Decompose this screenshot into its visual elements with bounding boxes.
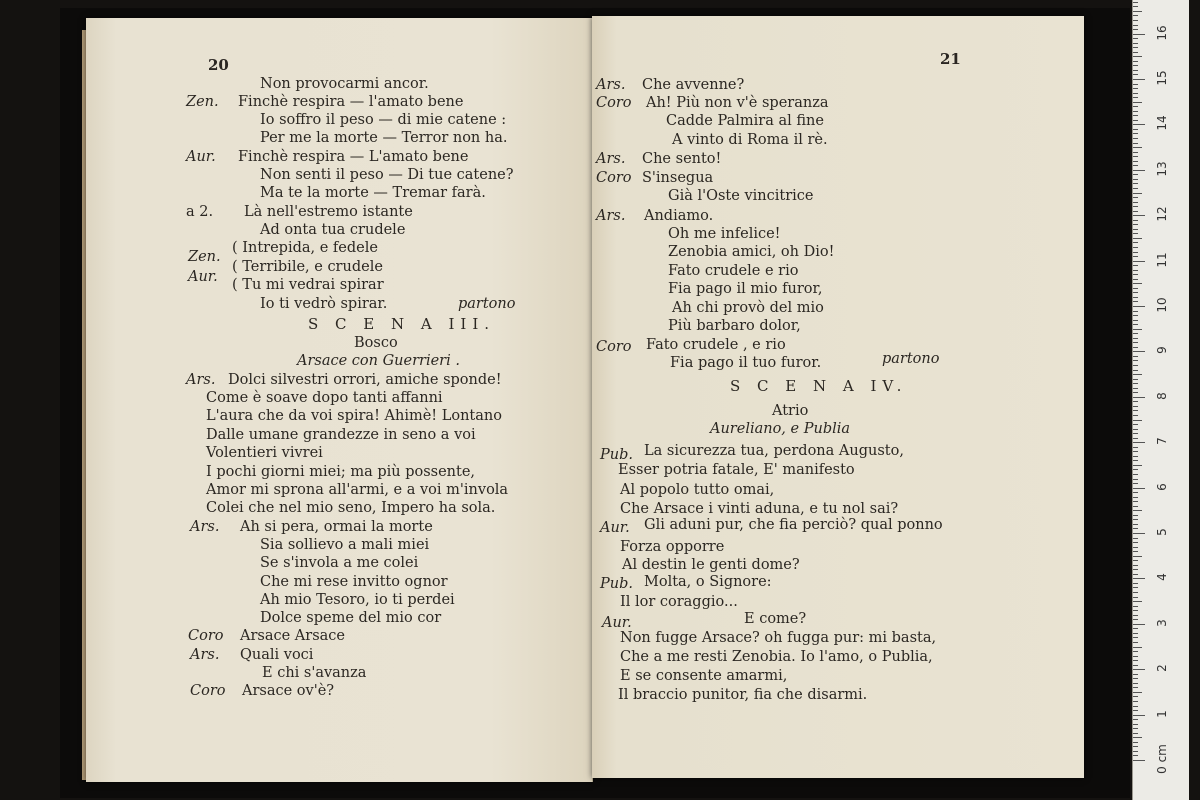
text-line: Volentieri vivrei — [206, 445, 323, 461]
ruler-tick — [1133, 165, 1138, 166]
ruler-tick — [1133, 97, 1138, 98]
ruler-tick — [1133, 274, 1138, 275]
ruler-label: 9 — [1155, 346, 1169, 355]
ruler-label: 0 cm — [1155, 744, 1169, 774]
ruler-tick — [1133, 746, 1138, 747]
text-line: Se s'invola a me colei — [260, 555, 419, 571]
ruler-tick — [1133, 34, 1145, 35]
ruler-tick — [1133, 29, 1138, 30]
text-line: Che a me resti Zenobia. Io l'amo, o Publia, — [620, 649, 933, 665]
ruler-tick — [1133, 542, 1138, 543]
ruler-tick — [1133, 642, 1138, 643]
speaker-label: Aur. — [186, 149, 216, 165]
ruler-tick — [1133, 360, 1138, 361]
ruler-tick — [1133, 637, 1138, 638]
scene-setting: Atrio — [772, 403, 809, 419]
ruler-tick — [1133, 47, 1138, 48]
ruler-tick — [1133, 306, 1145, 307]
ruler-tick — [1133, 270, 1138, 271]
speaker-label: Coro — [190, 683, 226, 699]
ruler-label: 4 — [1155, 573, 1169, 582]
text-line: Più barbaro dolor, — [668, 318, 801, 334]
text-line: Ad onta tua crudele — [260, 222, 406, 238]
ruler-tick — [1133, 506, 1138, 507]
text-line: Non provocarmi ancor. — [260, 76, 429, 92]
text-line: Fato crudele e rio — [668, 263, 799, 279]
ruler-tick — [1133, 84, 1138, 85]
speaker-label: Pub. — [600, 447, 633, 463]
ruler-tick — [1133, 592, 1138, 593]
ruler-tick — [1133, 115, 1138, 116]
text-line: Forza opporre — [620, 539, 725, 555]
ruler-tick — [1133, 129, 1138, 130]
text-line: Oh me infelice! — [668, 226, 781, 242]
ruler-tick — [1133, 88, 1138, 89]
ruler-tick — [1133, 569, 1138, 570]
text-line: ( Intrepida, e fedele — [232, 240, 378, 256]
ruler-tick — [1133, 329, 1142, 330]
stage-direction: partono — [458, 296, 516, 312]
ruler-label: 11 — [1155, 251, 1169, 268]
ruler-tick — [1133, 138, 1138, 139]
ruler-tick — [1133, 311, 1138, 312]
speaker-label: Coro — [596, 95, 632, 111]
text-line: Andiamo. — [644, 208, 714, 224]
ruler-tick — [1133, 647, 1142, 648]
ruler-tick — [1133, 678, 1138, 679]
text-line: Fato crudele , e rio — [646, 337, 786, 353]
ruler-tick — [1133, 93, 1138, 94]
ruler-tick — [1133, 242, 1138, 243]
ruler-tick — [1133, 56, 1142, 57]
text-line: Ah chi provò del mio — [672, 300, 824, 316]
text-line: Sia sollievo a mali miei — [260, 537, 430, 553]
text-line: Amor mi sprona all'armi, e a voi m'invola — [206, 482, 509, 498]
ruler-tick — [1133, 501, 1138, 502]
ruler-tick — [1133, 152, 1138, 153]
text-line: Già l'Oste vincitrice — [668, 188, 814, 204]
ruler-tick — [1133, 551, 1138, 552]
ruler-tick — [1133, 365, 1138, 366]
text-line: La sicurezza tua, perdona Augusto, — [644, 443, 904, 459]
ruler-tick — [1133, 174, 1138, 175]
speaker-label: Coro — [596, 339, 632, 355]
scene-characters: Arsace con Guerrieri . — [297, 353, 460, 369]
text-line: Ah si pera, ormai la morte — [240, 519, 433, 535]
ruler-tick — [1133, 410, 1138, 411]
ruler-label: 1 — [1155, 709, 1169, 718]
ruler-tick — [1133, 370, 1138, 371]
ruler-tick — [1133, 265, 1138, 266]
text-line: Io soffro il peso — di mie catene : — [260, 112, 507, 128]
ruler-tick — [1133, 229, 1138, 230]
ruler-tick — [1133, 438, 1138, 439]
ruler-tick — [1133, 247, 1138, 248]
ruler-tick — [1133, 556, 1142, 557]
text-line: Al popolo tutto omai, — [620, 482, 775, 498]
ruler-tick — [1133, 315, 1138, 316]
ruler-tick — [1133, 633, 1138, 634]
ruler-tick — [1133, 2, 1138, 3]
text-line: Arsace Arsace — [240, 628, 345, 644]
ruler-tick — [1133, 574, 1138, 575]
ruler-tick — [1133, 70, 1138, 71]
ruler-tick — [1133, 751, 1138, 752]
speaker-label: Zen. — [186, 94, 219, 110]
ruler-tick — [1133, 15, 1138, 16]
ruler-tick — [1133, 161, 1138, 162]
ruler-tick — [1133, 102, 1142, 103]
speaker-label: Coro — [596, 170, 632, 186]
text-line: E chi s'avanza — [262, 665, 367, 681]
ruler-tick — [1133, 106, 1138, 107]
ruler-tick — [1133, 442, 1145, 443]
ruler-tick — [1133, 183, 1138, 184]
speaker-label: Aur. — [188, 269, 218, 285]
ruler-tick — [1133, 397, 1145, 398]
ruler-tick — [1133, 424, 1138, 425]
ruler-label: 7 — [1155, 437, 1169, 446]
ruler-tick — [1133, 52, 1138, 53]
speaker-label: Pub. — [600, 576, 633, 592]
stage-direction: partono — [882, 351, 940, 367]
ruler-tick — [1133, 451, 1138, 452]
ruler-tick — [1133, 469, 1138, 470]
ruler-label: 13 — [1155, 161, 1169, 177]
text-line: Il braccio punitor, fia che disarmi. — [618, 687, 868, 703]
ruler-tick — [1133, 610, 1138, 611]
ruler-tick — [1133, 547, 1138, 548]
ruler-label: 10 — [1155, 297, 1169, 313]
ruler-tick — [1133, 597, 1138, 598]
ruler-tick — [1133, 733, 1138, 734]
ruler-tick — [1133, 333, 1138, 334]
speaker-label: Aur. — [602, 615, 632, 631]
text-line: Fia pago il mio furor, — [668, 281, 823, 297]
speaker-label: Zen. — [188, 249, 221, 265]
ruler-tick — [1133, 61, 1138, 62]
ruler-tick — [1133, 533, 1145, 534]
text-line: Non senti il peso — Di tue catene? — [260, 167, 514, 183]
ruler-tick — [1133, 510, 1142, 511]
text-line: Il lor coraggio... — [620, 594, 738, 610]
ruler-tick — [1133, 215, 1145, 216]
ruler-tick — [1133, 256, 1138, 257]
ruler-tick — [1133, 202, 1138, 203]
ruler-tick — [1133, 233, 1138, 234]
ruler-tick — [1133, 760, 1145, 761]
ruler-tick — [1133, 388, 1138, 389]
ruler-tick — [1133, 383, 1138, 384]
ruler-tick — [1133, 156, 1138, 157]
ruler-tick — [1133, 38, 1138, 39]
text-line: Come è soave dopo tanti affanni — [206, 390, 443, 406]
ruler-tick — [1133, 301, 1138, 302]
ruler-tick — [1133, 292, 1138, 293]
ruler-label: 3 — [1155, 618, 1169, 627]
ruler-tick — [1133, 279, 1138, 280]
ruler-tick — [1133, 379, 1138, 380]
ruler-tick — [1133, 261, 1145, 262]
ruler-label: 5 — [1155, 528, 1169, 536]
text-line: Dolci silvestri orrori, amiche sponde! — [228, 372, 502, 388]
ruler-tick — [1133, 660, 1138, 661]
ruler-tick — [1133, 737, 1142, 738]
ruler-label: 8 — [1155, 391, 1169, 400]
ruler-tick — [1133, 706, 1138, 707]
speaker-label: Aur. — [600, 520, 630, 536]
ruler-tick — [1133, 560, 1138, 561]
ruler-tick — [1133, 483, 1138, 484]
text-line: Ah mio Tesoro, io ti perdei — [260, 592, 455, 608]
ruler-tick — [1133, 456, 1138, 457]
ruler-tick — [1133, 692, 1142, 693]
text-line: Fia pago il tuo furor. — [670, 355, 822, 371]
speaker-label: a 2. — [186, 204, 214, 220]
ruler-tick — [1133, 211, 1138, 212]
text-line: Che mi rese invitto ognor — [260, 574, 448, 590]
ruler-tick — [1133, 701, 1138, 702]
text-line: Ah! Più non v'è speranza — [646, 95, 829, 111]
text-line: L'aura che da voi spira! Ahimè! Lontano — [206, 408, 502, 424]
speaker-label: Coro — [188, 628, 224, 644]
speaker-label: Ars. — [596, 151, 626, 167]
ruler-tick — [1133, 188, 1138, 189]
ruler-tick — [1133, 583, 1138, 584]
ruler-tick — [1133, 79, 1145, 80]
ruler-tick — [1133, 710, 1138, 711]
ruler-tick — [1133, 401, 1138, 402]
speaker-label: Ars. — [186, 372, 216, 388]
scene-characters: Aureliano, e Publia — [710, 421, 851, 437]
text-line: Che Arsace i vinti aduna, e tu nol sai? — [620, 501, 899, 517]
ruler-tick — [1133, 197, 1138, 198]
ruler-tick — [1133, 515, 1138, 516]
ruler-tick — [1133, 755, 1138, 756]
text-line: Finchè respira — l'amato bene — [238, 94, 464, 110]
ruler-tick — [1133, 74, 1138, 75]
text-line: E se consente amarmi, — [620, 668, 788, 684]
ruler-tick — [1133, 65, 1138, 66]
scene-setting: Bosco — [354, 335, 398, 351]
ruler-label: 12 — [1155, 206, 1169, 222]
ruler-tick — [1133, 683, 1138, 684]
text-line: Zenobia amici, oh Dio! — [668, 244, 835, 260]
measuring-ruler — [1132, 0, 1189, 800]
ruler-tick — [1133, 497, 1138, 498]
page-number-right: 21 — [940, 50, 961, 68]
ruler-tick — [1133, 460, 1138, 461]
ruler-tick — [1133, 297, 1138, 298]
text-line: Che avvenne? — [642, 77, 745, 93]
ruler-tick — [1133, 206, 1138, 207]
ruler-tick — [1133, 252, 1138, 253]
text-line: ( Terribile, e crudele — [232, 259, 383, 275]
text-line: Che sento! — [642, 151, 722, 167]
speaker-label: Ars. — [190, 519, 220, 535]
ruler-tick — [1133, 578, 1145, 579]
ruler-tick — [1133, 179, 1138, 180]
ruler-tick — [1133, 43, 1138, 44]
ruler-tick — [1133, 538, 1138, 539]
ruler-tick — [1133, 728, 1138, 729]
ruler-tick — [1133, 674, 1138, 675]
ruler-tick — [1133, 656, 1138, 657]
ruler-tick — [1133, 406, 1138, 407]
speaker-label: Ars. — [596, 77, 626, 93]
text-line: Finchè respira — L'amato bene — [238, 149, 469, 165]
ruler-tick — [1133, 665, 1138, 666]
ruler-tick — [1133, 420, 1142, 421]
text-line: Non fugge Arsace? oh fugga pur: mi basta, — [620, 630, 937, 646]
text-line: Ma te la morte — Tremar farà. — [260, 185, 486, 201]
ruler-tick — [1133, 6, 1138, 7]
ruler-tick — [1133, 283, 1142, 284]
text-line: Cadde Palmira al fine — [666, 113, 824, 129]
ruler-tick — [1133, 587, 1138, 588]
text-line: Esser potria fatale, E' manifesto — [618, 462, 855, 478]
ruler-tick — [1133, 120, 1138, 121]
ruler-tick — [1133, 133, 1138, 134]
ruler-tick — [1133, 320, 1138, 321]
ruler-tick — [1133, 488, 1145, 489]
right-page — [592, 16, 1084, 778]
ruler-tick — [1133, 224, 1138, 225]
ruler-tick — [1133, 606, 1138, 607]
text-line: Io ti vedrò spirar. — [260, 296, 388, 312]
ruler-label: 15 — [1155, 70, 1169, 86]
ruler-tick — [1133, 392, 1138, 393]
ruler-tick — [1133, 147, 1142, 148]
ruler-tick — [1133, 447, 1138, 448]
ruler-tick — [1133, 356, 1138, 357]
ruler-tick — [1133, 170, 1145, 171]
ruler-tick — [1133, 601, 1142, 602]
text-line: Arsace ov'è? — [242, 683, 335, 699]
ruler-tick — [1133, 193, 1142, 194]
text-line: ( Tu mi vedrai spirar — [232, 277, 384, 293]
speaker-label: Ars. — [190, 647, 220, 663]
scene-title: S C E N A IV. — [730, 377, 908, 395]
ruler-tick — [1133, 342, 1138, 343]
text-line: Gli aduni pur, che fia perciò? qual ponno — [644, 517, 943, 533]
ruler-tick — [1133, 465, 1142, 466]
ruler-tick — [1133, 324, 1138, 325]
text-line: A vinto di Roma il rè. — [672, 132, 828, 148]
ruler-tick — [1133, 724, 1138, 725]
ruler-tick — [1133, 696, 1138, 697]
ruler-tick — [1133, 351, 1145, 352]
ruler-tick — [1133, 415, 1138, 416]
text-line: S'insegua — [642, 170, 714, 186]
ruler-tick — [1133, 433, 1138, 434]
text-line: Quali voci — [240, 647, 314, 663]
text-line: Molta, o Signore: — [644, 574, 772, 590]
page-number-left: 20 — [208, 56, 229, 74]
ruler-tick — [1133, 11, 1142, 12]
ruler-tick — [1133, 429, 1138, 430]
ruler-tick — [1133, 624, 1145, 625]
ruler-tick — [1133, 111, 1138, 112]
text-line: Per me la morte — Terror non ha. — [260, 130, 508, 146]
ruler-tick — [1133, 715, 1145, 716]
ruler-tick — [1133, 220, 1138, 221]
ruler-tick — [1133, 742, 1138, 743]
text-line: Dalle umane grandezze in seno a voi — [206, 427, 476, 443]
ruler-tick — [1133, 479, 1138, 480]
ruler-tick — [1133, 492, 1138, 493]
ruler-tick — [1133, 338, 1138, 339]
ruler-tick — [1133, 619, 1138, 620]
ruler-tick — [1133, 288, 1138, 289]
ruler-tick — [1133, 519, 1138, 520]
ruler-tick — [1133, 651, 1138, 652]
speaker-label: Ars. — [596, 208, 626, 224]
text-line: Al destin le genti dome? — [622, 557, 800, 573]
ruler-label: 2 — [1155, 664, 1169, 673]
text-line: Dolce speme del mio cor — [260, 610, 442, 626]
ruler-label: 14 — [1155, 115, 1169, 132]
ruler-tick — [1133, 565, 1138, 566]
text-line: I pochi giorni miei; ma più possente, — [206, 464, 476, 480]
ruler-tick — [1133, 528, 1138, 529]
ruler-tick — [1133, 719, 1138, 720]
ruler-tick — [1133, 374, 1142, 375]
ruler-tick — [1133, 143, 1138, 144]
text-line: Colei che nel mio seno, Impero ha sola. — [206, 500, 496, 516]
ruler-tick — [1133, 669, 1145, 670]
text-line: Là nell'estremo istante — [244, 204, 413, 220]
ruler-tick — [1133, 20, 1138, 21]
ruler-tick — [1133, 347, 1138, 348]
ruler-tick — [1133, 25, 1138, 26]
ruler-tick — [1133, 628, 1138, 629]
ruler-tick — [1133, 615, 1138, 616]
text-line: E come? — [744, 611, 807, 627]
ruler-tick — [1133, 238, 1142, 239]
left-page — [86, 18, 593, 782]
ruler-tick — [1133, 687, 1138, 688]
scene-title: S C E N A III. — [308, 315, 496, 333]
ruler-tick — [1133, 124, 1145, 125]
ruler-label: 6 — [1155, 482, 1169, 491]
ruler-label: 16 — [1155, 24, 1169, 41]
ruler-tick — [1133, 524, 1138, 525]
ruler-tick — [1133, 474, 1138, 475]
